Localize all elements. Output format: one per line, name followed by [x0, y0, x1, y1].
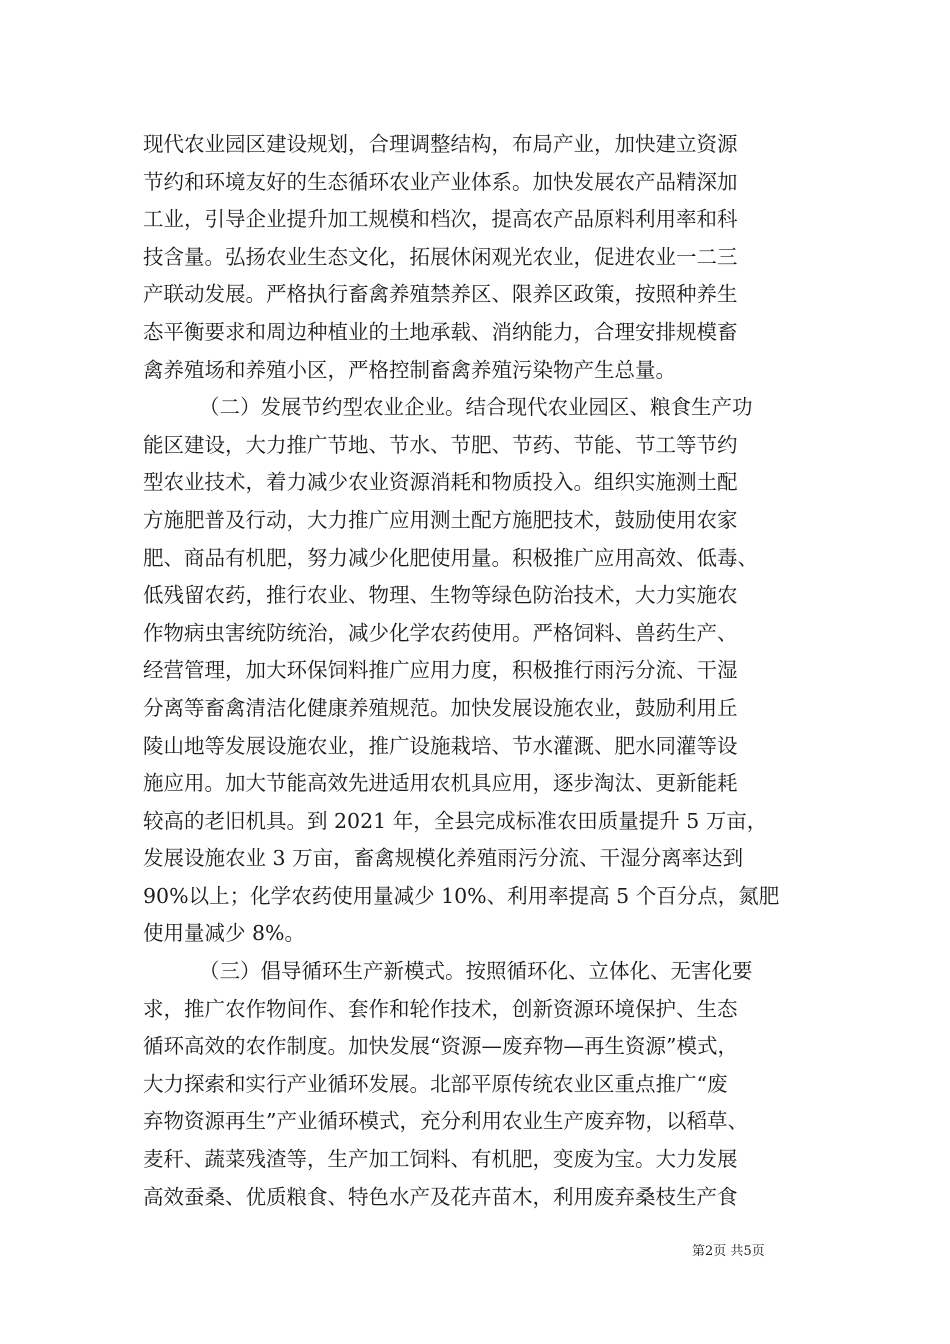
text-line: 能区建设，大力推广节地、节水、节肥、节药、节能、节工等节约: [143, 432, 738, 457]
text-line: 方施肥普及行动，大力推广应用测土配方施肥技术，鼓励使用农家: [143, 507, 738, 532]
text-line: 较高的老旧机具。到 2021 年，全县完成标准农田质量提升 5 万亩，: [143, 808, 768, 833]
page-number-footer: [692, 1244, 765, 1260]
text-line: 现代农业园区建设规划，合理调整结构，布局产业，加快建立资源: [143, 132, 738, 156]
text-line: 技含量。弘扬农业生态文化，拓展休闲观光农业，促进农业一二三: [143, 244, 738, 269]
text-line: 节约和环境友好的生态循环农业产业体系。加快发展农产品精深加: [143, 169, 738, 194]
text-line: 工业，引导企业提升加工规模和档次，提高农产品原料利用率和科: [143, 207, 738, 232]
text-line: 经营管理，加大环保饲料推广应用力度，积极推行雨污分流、干湿: [143, 658, 738, 683]
text-line: 肥、商品有机肥，努力减少化肥使用量。积极推广应用高效、低毒、: [143, 545, 758, 570]
document-body: [143, 126, 813, 1216]
text-line: 大力探索和实行产业循环发展。北部平原传统农业区重点推广“废: [143, 1071, 728, 1096]
total-page-number: 5: [743, 1244, 752, 1259]
text-line: 发展设施农业 3 万亩，畜禽规模化养殖雨污分流、干湿分离率达到: [143, 846, 744, 871]
text-line: 弃物资源再生”产业循环模式，充分利用农业生产废弃物，以稻草、: [143, 1109, 748, 1134]
footer-suffix: 页: [751, 1244, 765, 1259]
current-page-number: 2: [705, 1244, 714, 1259]
text-line: 求，推广农作物间作、套作和轮作技术，创新资源环境保护、生态: [143, 996, 738, 1021]
text-line: 分离等畜禽清洁化健康养殖规范。加快发展设施农业，鼓励利用丘: [143, 695, 738, 720]
text-line: 麦秆、蔬菜残渣等，生产加工饲料、有机肥，变废为宝。大力发展: [143, 1147, 738, 1172]
paragraph-start-line: （二）发展节约型农业企业。结合现代农业园区、粮食生产功: [199, 395, 753, 420]
paragraph-start-line: （三）倡导循环生产新模式。按照循环化、立体化、无害化要: [199, 959, 753, 984]
text-line: 高效蚕桑、优质粮食、特色水产及花卉苗木，利用废弃桑枝生产食: [143, 1184, 738, 1209]
text-line: 循环高效的农作制度。加快发展“资源—废弃物—再生资源”模式，: [143, 1034, 738, 1059]
text-line: 陵山地等发展设施农业，推广设施栽培、节水灌溉、肥水同灌等设: [143, 733, 738, 758]
text-line: 态平衡要求和周边种植业的土地承载、消纳能力，合理安排规模畜: [143, 319, 738, 344]
text-line: 产联动发展。严格执行畜禽养殖禁养区、限养区政策，按照种养生: [143, 282, 738, 307]
footer-prefix: 第: [692, 1244, 706, 1259]
text-line: 90%以上；化学农药使用量减少 10%、利用率提高 5 个百分点，氮肥: [143, 883, 780, 908]
text-line: 型农业技术，着力减少农业资源消耗和物质投入。组织实施测土配: [143, 470, 738, 495]
text-line: 作物病虫害统防统治，减少化学农药使用。严格饲料、兽药生产、: [143, 620, 738, 645]
footer-middle: 页 共: [713, 1244, 744, 1259]
text-line: 施应用。加大节能高效先进适用农机具应用，逐步淘汰、更新能耗: [143, 771, 738, 796]
text-line: 禽养殖场和养殖小区，严格控制畜禽养殖污染物产生总量。: [143, 357, 676, 382]
text-line: 低残留农药，推行农业、物理、生物等绿色防治技术，大力实施农: [143, 583, 738, 608]
text-line: 使用量减少 8%。: [143, 921, 306, 946]
